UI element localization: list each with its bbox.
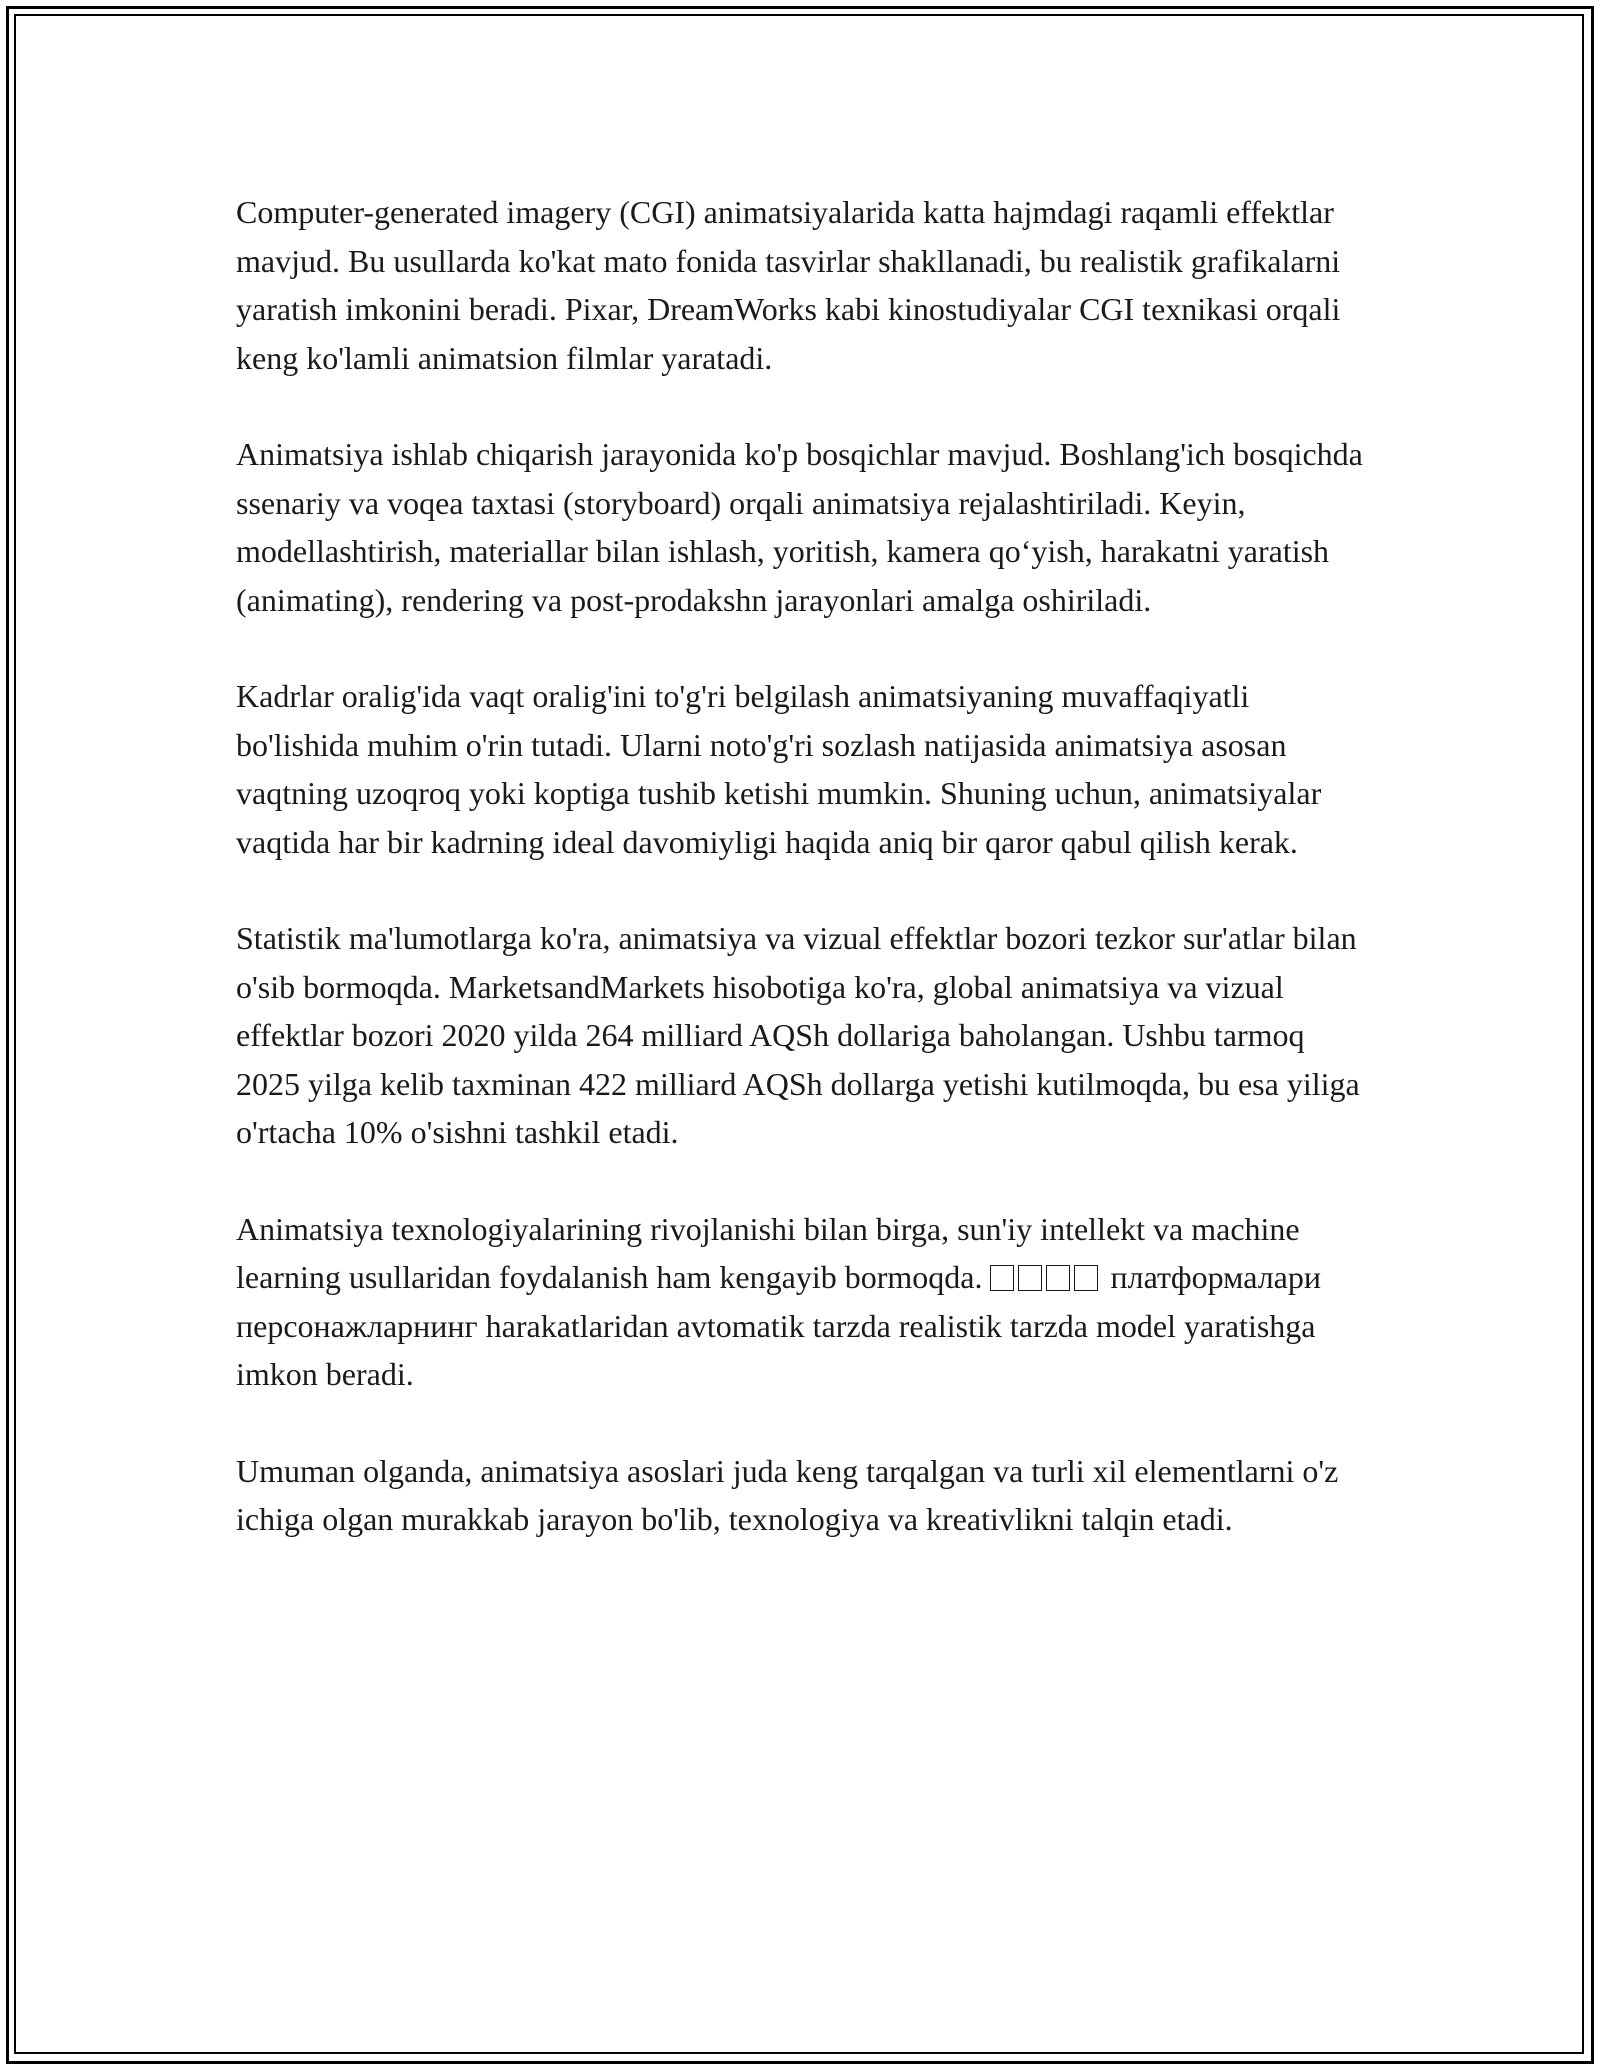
paragraph-ai-ml (236, 1205, 1364, 1399)
paragraph-production-stages: Animatsiya ishlab chiqarish jarayonida ko'p bosqichlar mavjud. Boshlang'ich bosqichda ssenariy va voqea taxtasi (storyboard) orqali animatsiya rejalashtiriladi. Keyin, modellashtirish, materiallar bilan ishlash, yoritish, kamera qo‘yish, harakatni yaratish (animating), rendering va post-prodakshn jarayonlari amalga oshiriladi. (236, 436, 1363, 618)
paragraph-frame-timing: Kadrlar oralig'ida vaqt oralig'ini to'g'ri belgilash animatsiyaning muvaffaqiyatli bo'lishida muhim o'rin tutadi. Ularni noto'g'ri sozlash natijasida animatsiya asosan vaqtning uzoqroq yoki koptiga tushib ketishi mumkin. Shuning uchun, animatsiyalar vaqtida har bir kadrning ideal davomiyligi haqida aniq bir qaror qabul qilish kerak. (236, 678, 1322, 860)
missing-glyph-icon (990, 1265, 1014, 1291)
paragraph-ai-ml-text-before: Animatsiya texnologiyalarining rivojlanishi bilan birga, sun'iy intellekt va machine learning usullaridan foydalanish ham kengayib bormoqda. (236, 1210, 1300, 1295)
missing-glyph-icon (1046, 1265, 1070, 1291)
missing-glyph-icon (1074, 1265, 1098, 1291)
missing-glyph-icon (1018, 1265, 1042, 1291)
paragraph-market-statistics: Statistik ma'lumotlarga ko'ra, animatsiya va vizual effektlar bozori tezkor sur'atlar bilan o'sib bormoqda. MarketsandMarkets hisobotiga ko'ra, global animatsiya va vizual effektlar bozori 2020 yilda 264 milliard AQSh dollariga baholangan. Ushbu tarmoq 2025 yilga kelib taxminan 422 milliard AQSh dollarga yetishi kutilmoqda, bu esa yiliga o'rtacha 10% o'sishni tashkil etadi. (236, 920, 1360, 1150)
paragraph-cgi: Computer-generated imagery (CGI) animatsiyalarida katta hajmdagi raqamli effektlar mavjud. Bu usullarda ko'kat mato fonida tasvirlar shakllanadi, bu realistik grafikalarni yaratish imkonini beradi. Pixar, DreamWorks kabi kinostudiyalar CGI texnikasi orqali keng ko'lamli animatsion filmlar yaratadi. (236, 194, 1341, 376)
paragraph-ai-ml-text-after: платформалари персонажларнинг harakatlaridan avtomatik tarzda realistik tarzda model yaratishga imkon beradi. (236, 1259, 1321, 1392)
document-body (236, 188, 1364, 1544)
paragraph-conclusion: Umuman olganda, animatsiya asoslari juda keng tarqalgan va turli xil elementlarni o'z ichiga olgan murakkab jarayon bo'lib, texnologiya va kreativlikni talqin etadi. (236, 1452, 1339, 1537)
missing-glyph-boxes (990, 1259, 1102, 1295)
